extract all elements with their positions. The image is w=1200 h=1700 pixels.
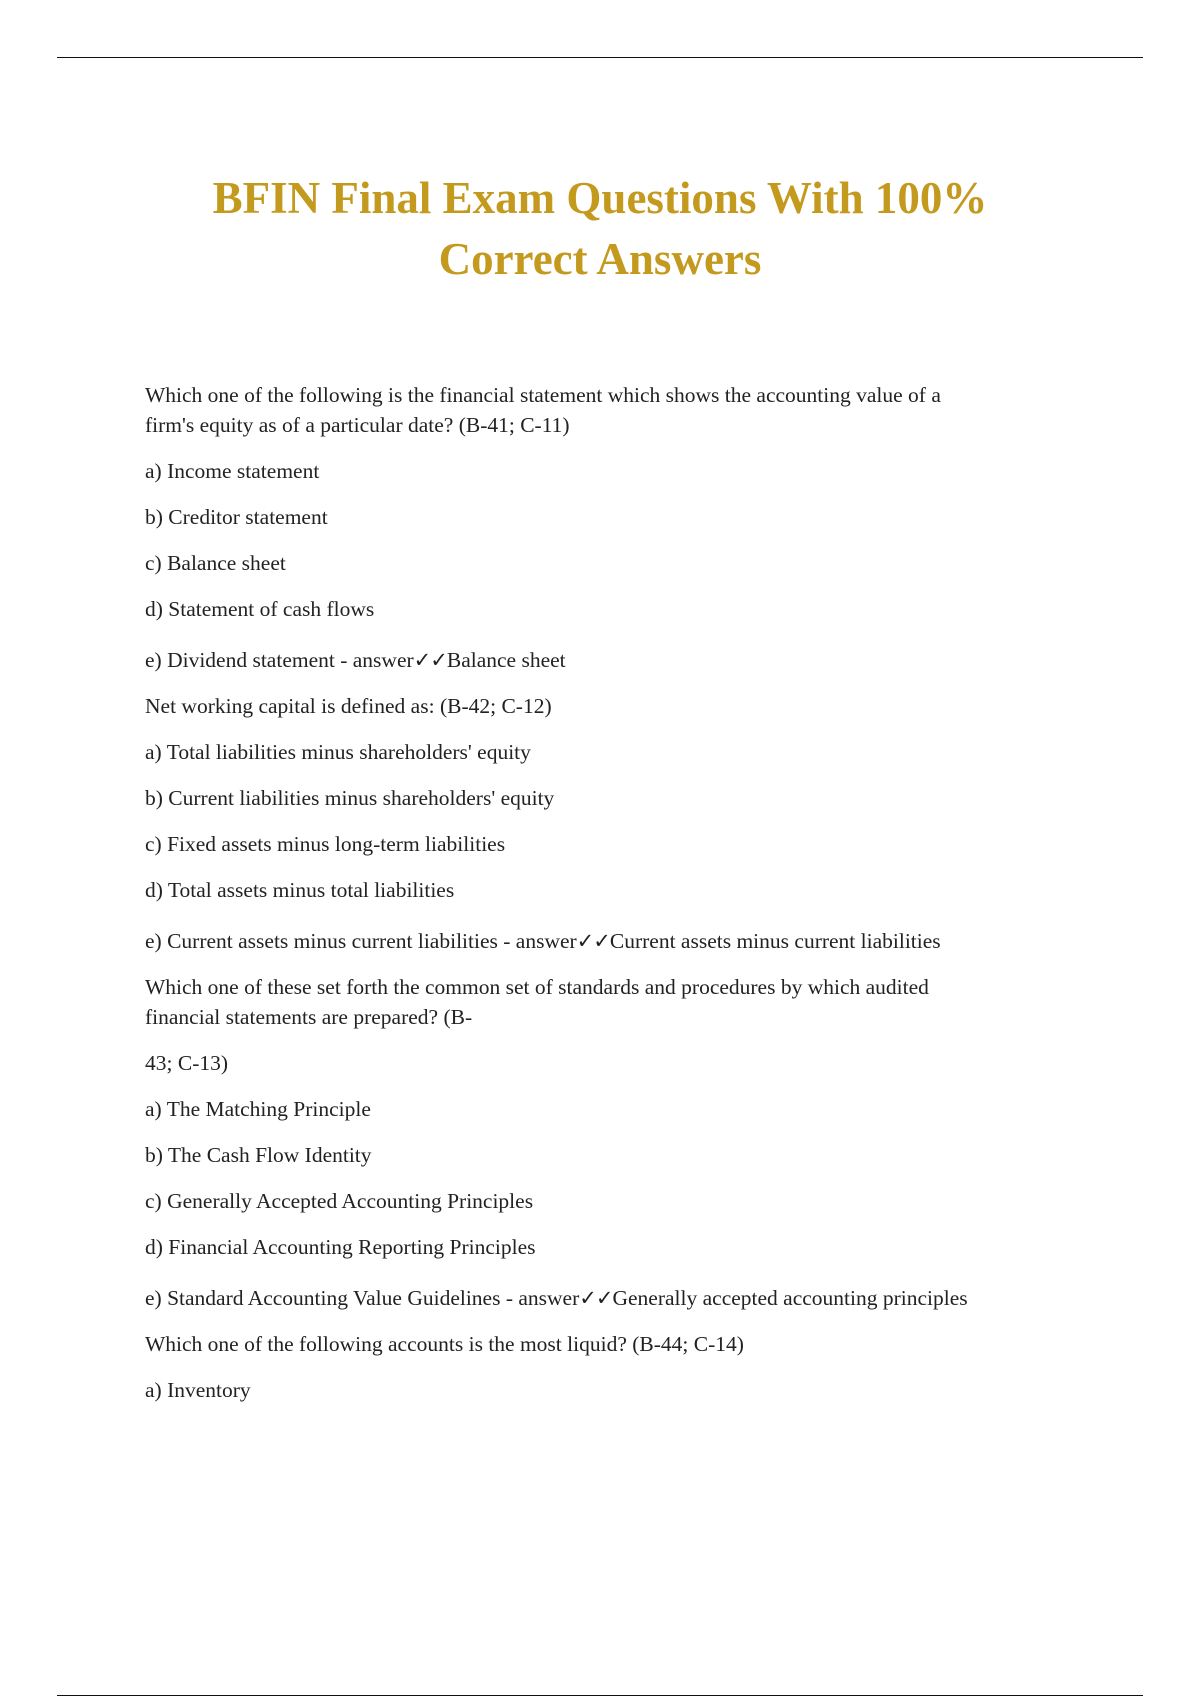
question-text: Which one of the following accounts is the most liquid? (B-44; C-14) xyxy=(145,1332,744,1356)
option-a: a) The Matching Principle xyxy=(145,1097,371,1121)
option-e-with-answer xyxy=(145,645,1095,675)
question-1 xyxy=(145,380,1095,440)
option-e: e) Current assets minus current liabilities - answer xyxy=(145,929,577,953)
option-d: d) Statement of cash flows xyxy=(145,597,375,621)
option-b: b) Creditor statement xyxy=(145,505,328,529)
option-e-with-answer xyxy=(145,1283,1095,1313)
title-line-2: Correct Answers xyxy=(438,234,762,284)
answer-text: Generally accepted accounting principles xyxy=(612,1286,968,1310)
question-text: firm's equity as of a particular date? (B-41; C-11) xyxy=(145,413,570,437)
question-2 xyxy=(145,691,1095,721)
question-list xyxy=(145,380,1095,1421)
double-check-icon: ✓✓ xyxy=(413,648,447,672)
option-c: c) Generally Accepted Accounting Principles xyxy=(145,1189,534,1213)
answer-text: Current assets minus current liabilities xyxy=(609,929,941,953)
question-text: financial statements are prepared? (B- xyxy=(145,1005,473,1029)
question-3 xyxy=(145,972,1095,1032)
bottom-rule xyxy=(57,1695,1143,1696)
option-d: d) Total assets minus total liabilities xyxy=(145,878,455,902)
option-c: c) Fixed assets minus long-term liabilities xyxy=(145,832,506,856)
option-a: a) Total liabilities minus shareholders' equity xyxy=(145,740,531,764)
option-c: c) Balance sheet xyxy=(145,551,286,575)
double-check-icon: ✓✓ xyxy=(576,929,610,953)
question-text: Net working capital is defined as: (B-42; C-12) xyxy=(145,694,552,718)
question-4 xyxy=(145,1329,1095,1359)
option-e-with-answer xyxy=(145,926,1095,956)
document-title xyxy=(0,168,1200,290)
option-b: b) The Cash Flow Identity xyxy=(145,1143,372,1167)
question-text: Which one of the following is the financial statement which shows the accounting value of a xyxy=(145,383,941,407)
question-text: Which one of these set forth the common set of standards and procedures by which audited xyxy=(145,975,929,999)
title-line-1: BFIN Final Exam Questions With 100% xyxy=(212,173,988,223)
option-d: d) Financial Accounting Reporting Principles xyxy=(145,1235,536,1259)
option-e: e) Dividend statement - answer xyxy=(145,648,414,672)
option-a: a) Income statement xyxy=(145,459,320,483)
double-check-icon: ✓✓ xyxy=(579,1286,613,1310)
option-b: b) Current liabilities minus shareholders' equity xyxy=(145,786,555,810)
top-rule xyxy=(57,57,1143,58)
option-e: e) Standard Accounting Value Guidelines - answer xyxy=(145,1286,580,1310)
option-a: a) Inventory xyxy=(145,1378,251,1402)
answer-text: Balance sheet xyxy=(446,648,566,672)
question-3-continuation: 43; C-13) xyxy=(145,1051,229,1075)
